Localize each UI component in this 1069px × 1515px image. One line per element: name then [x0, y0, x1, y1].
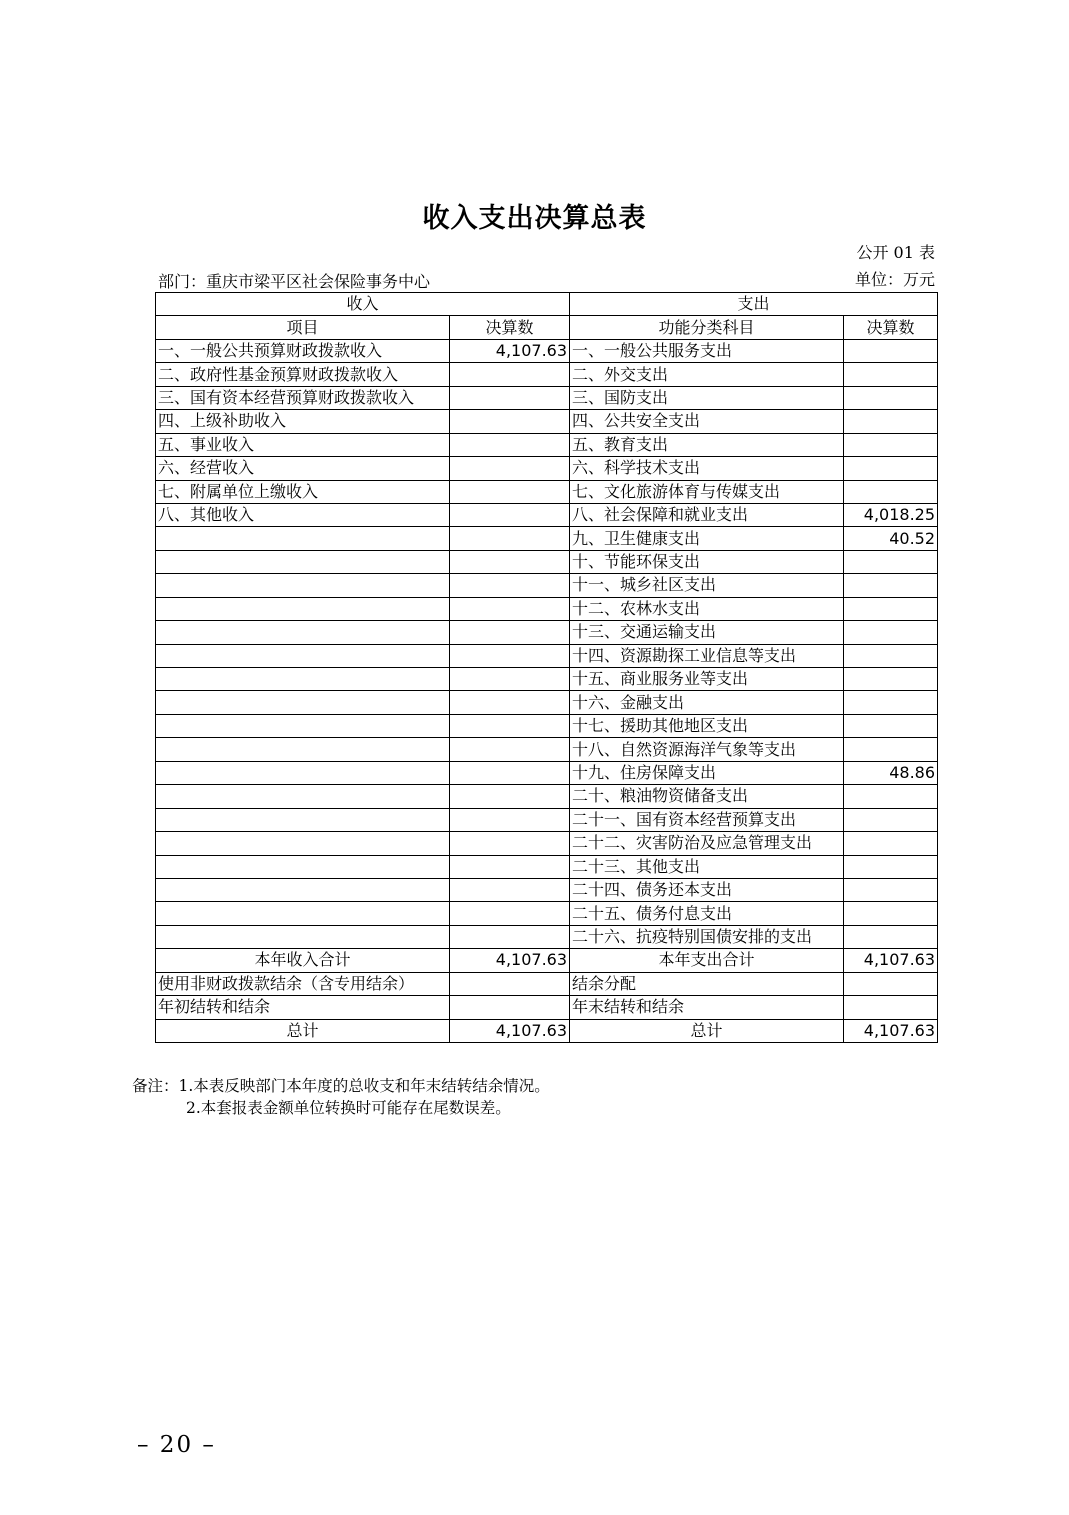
expense-amount-cell: [844, 738, 938, 761]
subtotal-row: [156, 949, 938, 972]
income-item-cell: [156, 597, 450, 620]
expense-item-cell: 十七、援助其他地区支出: [570, 714, 844, 737]
table-row: [156, 925, 938, 948]
income-item-cell: 四、上级补助收入: [156, 410, 450, 433]
table-code: 公开 01 表: [856, 243, 935, 262]
expense-amount-cell: [844, 621, 938, 644]
income-item-cell: [156, 855, 450, 878]
income-amount-cell: 4,107.63: [450, 949, 570, 972]
table-row: [156, 855, 938, 878]
expense-item-cell: 六、科学技术支出: [570, 457, 844, 480]
table-row: [156, 550, 938, 573]
expense-item-cell: 十六、金融支出: [570, 691, 844, 714]
income-item-cell: [156, 808, 450, 831]
income-amount-cell: [450, 925, 570, 948]
expense-item-cell: 二十五、债务付息支出: [570, 902, 844, 925]
expense-amount-cell: [844, 644, 938, 667]
expense-amount-cell: [844, 714, 938, 737]
expense-item-cell: 二十六、抗疫特别国债安排的支出: [570, 925, 844, 948]
income-amount-cell: [450, 714, 570, 737]
table-row: [156, 785, 938, 808]
expense-item-cell: 七、文化旅游体育与传媒支出: [570, 480, 844, 503]
table-row: [156, 480, 938, 503]
section-header-row: [156, 293, 938, 316]
note-1: 备注：1.本表反映部门本年度的总收支和年末结转结余情况。: [132, 1077, 550, 1095]
table-row: [156, 503, 938, 526]
expense-amount-cell: [844, 574, 938, 597]
expense-amount-cell: [844, 386, 938, 409]
income-item-cell: 八、其他收入: [156, 503, 450, 526]
expense-amount-cell: 4,018.25: [844, 503, 938, 526]
income-item-cell: 一、一般公共预算财政拨款收入: [156, 339, 450, 362]
expense-amount-cell: [844, 832, 938, 855]
income-item-cell: [156, 527, 450, 550]
income-amount-cell: [450, 527, 570, 550]
income-amount-cell: [450, 808, 570, 831]
total-row: [156, 1019, 938, 1042]
item-column-header: 项目: [156, 316, 450, 339]
expense-amount-cell: [844, 433, 938, 456]
expense-amount-cell: 40.52: [844, 527, 938, 550]
expense-item-cell: 十五、商业服务业等支出: [570, 668, 844, 691]
expense-amount-cell: [844, 480, 938, 503]
income-amount-cell: [450, 457, 570, 480]
table-row: [156, 996, 938, 1019]
income-item-cell: [156, 691, 450, 714]
income-amount-cell: [450, 550, 570, 573]
table-row: [156, 644, 938, 667]
table-row: [156, 761, 938, 784]
income-item-cell: [156, 878, 450, 901]
expense-amount-cell: [844, 902, 938, 925]
income-item-cell: 二、政府性基金预算财政拨款收入: [156, 363, 450, 386]
expense-item-cell: 总计: [570, 1019, 844, 1042]
table-row: [156, 339, 938, 362]
income-amount-cell: [450, 621, 570, 644]
income-amount-cell: [450, 691, 570, 714]
income-amount-cell: [450, 597, 570, 620]
income-section-header: 收入: [156, 293, 570, 316]
unit-label: 单位：万元: [854, 270, 935, 289]
func-item-column-header: 功能分类科目: [570, 316, 844, 339]
income-amount-cell: [450, 761, 570, 784]
income-amount-cell: [450, 855, 570, 878]
table-row: [156, 457, 938, 480]
income-amount-cell: [450, 738, 570, 761]
table-row: [156, 808, 938, 831]
income-amount-cell: 4,107.63: [450, 339, 570, 362]
column-header-row: [156, 316, 938, 339]
expense-item-cell: 年末结转和结余: [570, 996, 844, 1019]
expense-item-cell: 二十二、灾害防治及应急管理支出: [570, 832, 844, 855]
expense-item-cell: 二、外交支出: [570, 363, 844, 386]
table-row: [156, 574, 938, 597]
income-item-cell: [156, 902, 450, 925]
table-row: [156, 410, 938, 433]
expense-amount-cell: [844, 691, 938, 714]
expense-item-cell: 二十一、国有资本经营预算支出: [570, 808, 844, 831]
table-row: [156, 878, 938, 901]
note-2: 2.本套报表金额单位转换时可能存在尾数误差。: [186, 1099, 511, 1117]
income-item-cell: [156, 550, 450, 573]
expense-amount-cell: 4,107.63: [844, 1019, 938, 1042]
income-expense-table: [155, 292, 938, 1043]
expense-item-cell: 十四、资源勘探工业信息等支出: [570, 644, 844, 667]
expense-amount-cell: [844, 785, 938, 808]
expense-item-cell: 八、社会保障和就业支出: [570, 503, 844, 526]
expense-item-cell: 九、卫生健康支出: [570, 527, 844, 550]
income-amount-cell: 4,107.63: [450, 1019, 570, 1042]
income-amount-cell: [450, 785, 570, 808]
expense-amount-cell: [844, 855, 938, 878]
table-row: [156, 621, 938, 644]
income-item-cell: [156, 621, 450, 644]
expense-item-cell: 四、公共安全支出: [570, 410, 844, 433]
expense-amount-cell: [844, 808, 938, 831]
expense-item-cell: 十八、自然资源海洋气象等支出: [570, 738, 844, 761]
expense-amount-cell: [844, 972, 938, 995]
income-amount-cell: [450, 972, 570, 995]
expense-amount-cell: [844, 410, 938, 433]
expense-item-cell: 本年支出合计: [570, 949, 844, 972]
income-item-cell: [156, 925, 450, 948]
expense-item-cell: 二十、粮油物资储备支出: [570, 785, 844, 808]
table-row: [156, 902, 938, 925]
expense-item-cell: 一、一般公共服务支出: [570, 339, 844, 362]
income-item-cell: [156, 714, 450, 737]
page-number: – 20 –: [137, 1432, 216, 1458]
expense-item-cell: 十二、农林水支出: [570, 597, 844, 620]
expense-item-cell: 十九、住房保障支出: [570, 761, 844, 784]
expense-item-cell: 五、教育支出: [570, 433, 844, 456]
income-item-cell: 总计: [156, 1019, 450, 1042]
income-item-cell: 三、国有资本经营预算财政拨款收入: [156, 386, 450, 409]
table-row: [156, 668, 938, 691]
expense-item-cell: 二十三、其他支出: [570, 855, 844, 878]
income-item-cell: [156, 644, 450, 667]
table-row: [156, 714, 938, 737]
expense-amount-cell: 4,107.63: [844, 949, 938, 972]
expense-amount-cell: [844, 925, 938, 948]
income-item-cell: [156, 574, 450, 597]
table-row: [156, 363, 938, 386]
income-item-cell: 六、经营收入: [156, 457, 450, 480]
income-item-cell: [156, 738, 450, 761]
expense-amount-cell: [844, 550, 938, 573]
expense-item-cell: 十三、交通运输支出: [570, 621, 844, 644]
table-row: [156, 597, 938, 620]
income-amount-cell: [450, 433, 570, 456]
table-row: [156, 433, 938, 456]
notes: [132, 1075, 550, 1119]
expense-item-cell: 十一、城乡社区支出: [570, 574, 844, 597]
income-amount-cell: [450, 832, 570, 855]
income-amount-cell: [450, 410, 570, 433]
expense-amount-cell: [844, 363, 938, 386]
table-row: [156, 386, 938, 409]
income-item-cell: 年初结转和结余: [156, 996, 450, 1019]
income-item-cell: [156, 832, 450, 855]
table-row: [156, 832, 938, 855]
table-row: [156, 738, 938, 761]
expense-item-cell: 二十四、债务还本支出: [570, 878, 844, 901]
income-amount-cell: [450, 363, 570, 386]
income-item-cell: [156, 761, 450, 784]
income-amount-cell: [450, 878, 570, 901]
expense-item-cell: 三、国防支出: [570, 386, 844, 409]
expense-section-header: 支出: [570, 293, 938, 316]
income-amount-cell: [450, 644, 570, 667]
income-amount-cell: [450, 386, 570, 409]
table-title: 收入支出决算总表: [422, 203, 647, 234]
income-amount-cell: [450, 503, 570, 526]
amount-column-header: 决算数: [450, 316, 570, 339]
table-row: [156, 972, 938, 995]
expense-item-cell: 结余分配: [570, 972, 844, 995]
expense-amount-cell: [844, 457, 938, 480]
income-item-cell: [156, 668, 450, 691]
income-item-cell: 使用非财政拨款结余（含专用结余）: [156, 972, 450, 995]
table-row: [156, 691, 938, 714]
income-item-cell: 本年收入合计: [156, 949, 450, 972]
income-item-cell: [156, 785, 450, 808]
income-amount-cell: [450, 902, 570, 925]
income-item-cell: 七、附属单位上缴收入: [156, 480, 450, 503]
expense-amount-cell: [844, 339, 938, 362]
amount2-column-header: 决算数: [844, 316, 938, 339]
income-amount-cell: [450, 996, 570, 1019]
income-amount-cell: [450, 574, 570, 597]
expense-item-cell: 十、节能环保支出: [570, 550, 844, 573]
expense-amount-cell: [844, 668, 938, 691]
income-amount-cell: [450, 480, 570, 503]
table-row: [156, 527, 938, 550]
expense-amount-cell: [844, 996, 938, 1019]
expense-amount-cell: 48.86: [844, 761, 938, 784]
income-item-cell: 五、事业收入: [156, 433, 450, 456]
department-label: 部门：重庆市梁平区社会保险事务中心: [158, 272, 431, 291]
income-amount-cell: [450, 668, 570, 691]
expense-amount-cell: [844, 878, 938, 901]
expense-amount-cell: [844, 597, 938, 620]
